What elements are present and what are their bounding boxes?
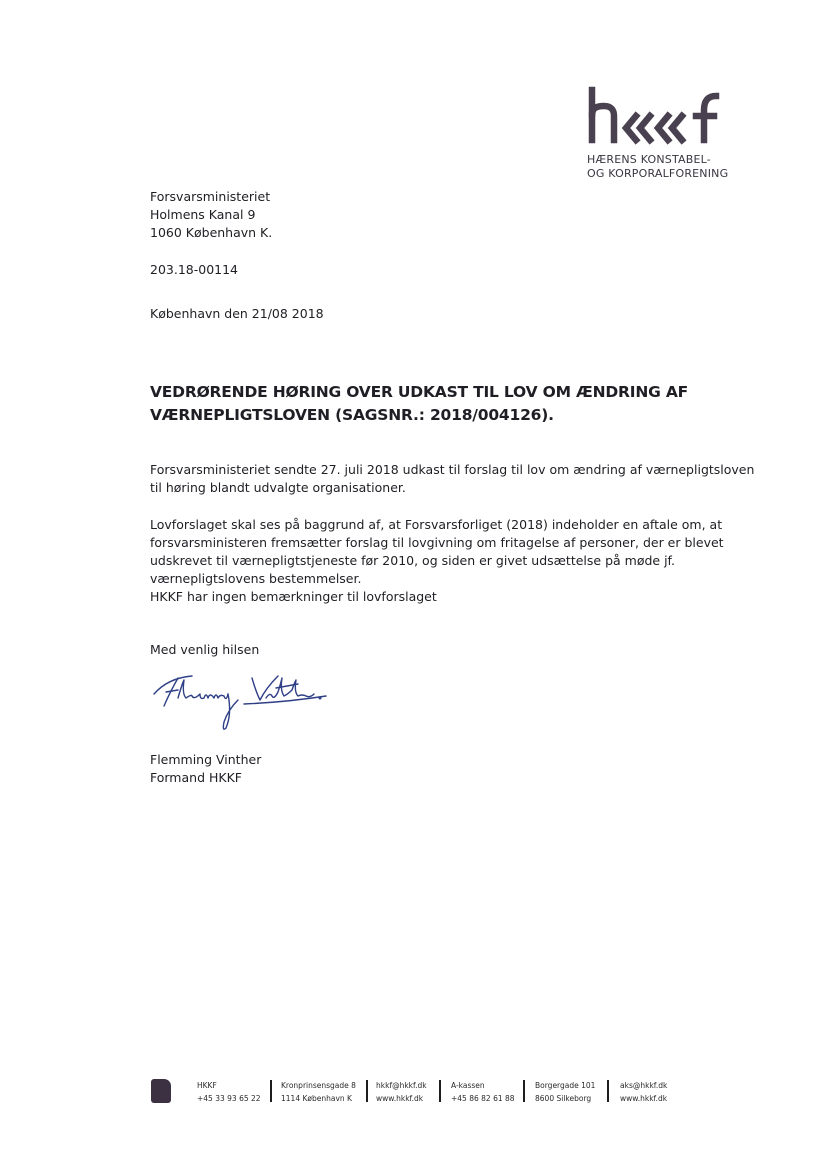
logo-tagline-2: OG KORPORALFORENING: [587, 167, 729, 180]
footer-separator: [607, 1080, 609, 1102]
footer-akasse-website-link[interactable]: www.hkkf.dk: [620, 1094, 668, 1103]
signer-name: Flemming Vinther: [150, 752, 262, 767]
footer-address-akasse: Borgergade 101 8600 Silkeborg: [535, 1081, 596, 1103]
footer-separator: [270, 1080, 272, 1102]
body-p2-line4: værnepligtslovens bestemmelser.: [150, 571, 362, 586]
signer-title: Formand HKKF: [150, 770, 242, 785]
footer-email-link[interactable]: hkkf@hkkf.dk: [376, 1081, 427, 1090]
footer-separator: [523, 1080, 525, 1102]
subject-line-1: VEDRØRENDE HØRING OVER UDKAST TIL LOV OM ÆNDRING AF: [150, 383, 689, 401]
recipient-name: Forsvarsministeriet: [150, 189, 271, 204]
footer-separator: [439, 1080, 441, 1102]
logo-tagline-1: HÆRENS KONSTABEL-: [587, 153, 711, 166]
closing-salutation: Med venlig hilsen: [150, 642, 260, 657]
footer-contact-akasse: A-kassen +45 86 82 61 88: [451, 1081, 515, 1103]
handwritten-signature: [148, 666, 348, 738]
body-p1-line1: Forsvarsministeriet sendte 27. juli 2018 udkast til forslag til lov om ændring af værnepligtsloven: [150, 462, 755, 477]
subject-line-2: VÆRNEPLIGTSLOVEN (SAGSNR.: 2018/004126).: [150, 406, 554, 424]
recipient-street: Holmens Kanal 9: [150, 207, 256, 222]
footer-akasse-email-link[interactable]: aks@hkkf.dk: [620, 1081, 668, 1090]
footer-web-main[interactable]: [376, 1079, 427, 1105]
hkkf-logo-icon: [586, 86, 726, 146]
footer-website-link[interactable]: www.hkkf.dk: [376, 1094, 424, 1103]
footer-web-akasse[interactable]: [620, 1079, 667, 1105]
footer-separator: [366, 1080, 368, 1102]
body-p1-line2: til høring blandt udvalgte organisationer.: [150, 480, 406, 495]
footer-logo-icon: [151, 1079, 171, 1103]
date-line: København den 21/08 2018: [150, 306, 324, 321]
body-p3-line1: HKKF har ingen bemærkninger til lovforslaget: [150, 589, 437, 604]
footer-contact-main: HKKF +45 33 93 65 22: [197, 1081, 261, 1103]
letterhead-logo: [586, 86, 736, 180]
recipient-city: 1060 København K.: [150, 225, 273, 240]
body-p2-line2: forsvarsministeren fremsætter forslag til lovgivning om fritagelse af personer, der er blevet: [150, 535, 724, 550]
body-p2-line3: udskrevet til værnepligtstjeneste før 2010, og siden er givet udsættelse på møde jf.: [150, 553, 675, 568]
footer-address-main: Kronprinsensgade 8 1114 København K: [281, 1081, 356, 1103]
reference-number: 203.18-00114: [150, 262, 239, 277]
body-p2-line1: Lovforslaget skal ses på baggrund af, at Forsvarsforliget (2018) indeholder en aftale om, at: [150, 517, 723, 532]
